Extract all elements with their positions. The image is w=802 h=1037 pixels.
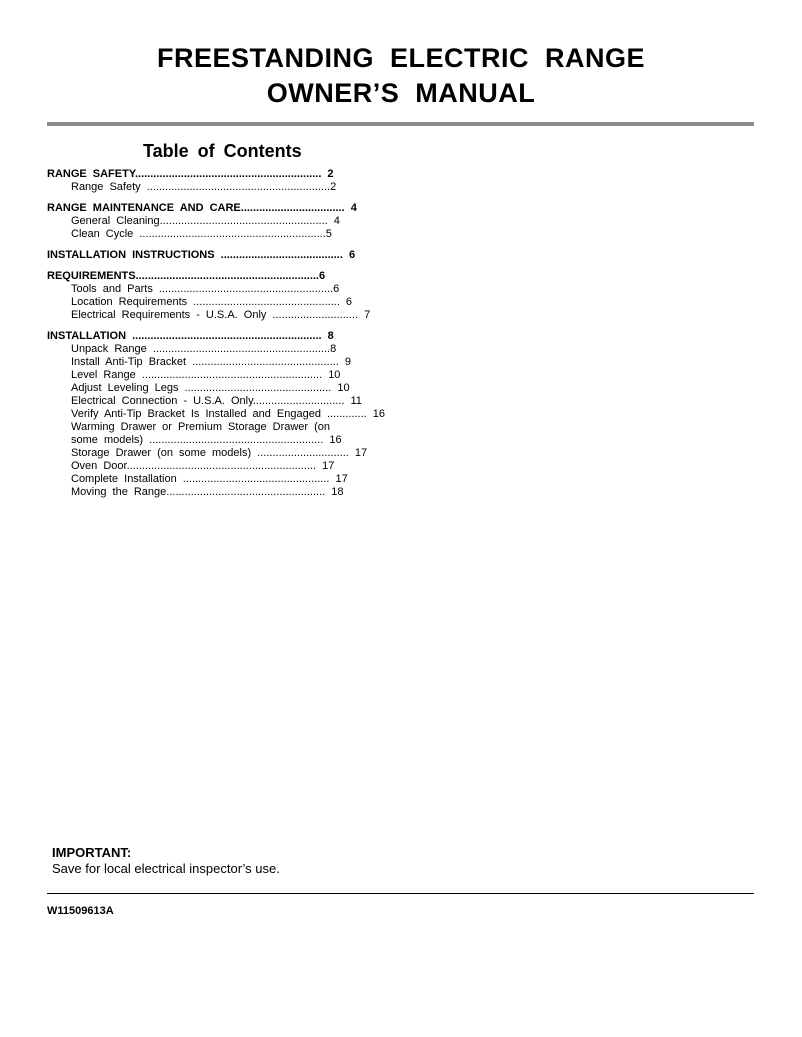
toc-item[interactable]: Location Requirements ................................................ 6 [71, 296, 353, 308]
important-notice [52, 845, 280, 877]
toc-section-title[interactable]: INSTALLATION .............................................................. 8 [47, 330, 334, 342]
toc-item[interactable]: Oven Door.............................................................. 17 [71, 460, 335, 472]
toc-section-title[interactable]: RANGE SAFETY............................................................. 2 [47, 168, 334, 180]
toc-item[interactable]: Adjust Leveling Legs ................................................ 10 [71, 382, 350, 394]
toc-item[interactable]: Clean Cycle .............................................................5 [71, 228, 332, 240]
toc-item[interactable]: Level Range ........................................................... 10 [71, 369, 341, 381]
table-of-contents [47, 168, 447, 507]
manual-title-line1: FREESTANDING ELECTRIC RANGE [156, 43, 645, 73]
toc-item[interactable]: Range Safety ............................................................2 [71, 181, 337, 193]
toc-section [47, 330, 447, 499]
toc-item[interactable]: Install Anti-Tip Bracket ................................................ 9 [71, 356, 351, 368]
footer-divider [47, 893, 754, 894]
toc-section [47, 168, 447, 194]
important-text: Save for local electrical inspector’s use. [52, 861, 280, 876]
header-divider [47, 122, 754, 126]
toc-item[interactable]: Electrical Requirements - U.S.A. Only ............................ 7 [71, 309, 371, 321]
toc-section [47, 202, 447, 241]
toc-heading: Table of Contents [143, 141, 302, 161]
document-number: W11509613A [47, 905, 114, 917]
toc-item[interactable]: Moving the Range.................................................... 18 [71, 486, 344, 498]
important-label: IMPORTANT: [52, 845, 132, 860]
toc-section-title[interactable]: REQUIREMENTS............................................................6 [47, 270, 326, 282]
toc-item[interactable]: Storage Drawer (on some models) .............................. 17 [71, 447, 368, 459]
toc-item[interactable]: Warming Drawer or Premium Storage Drawer (on [71, 421, 331, 433]
toc-item[interactable]: Verify Anti-Tip Bracket Is Installed and Engaged ............. 16 [71, 408, 386, 420]
toc-item[interactable]: Electrical Connection - U.S.A. Only.............................. 11 [71, 395, 362, 407]
toc-section-title[interactable]: RANGE MAINTENANCE AND CARE.................................. 4 [47, 202, 357, 214]
toc-item[interactable]: Unpack Range ..........................................................8 [71, 343, 337, 355]
toc-section-title[interactable]: INSTALLATION INSTRUCTIONS ........................................ 6 [47, 249, 356, 261]
toc-item[interactable]: some models) ......................................................... 16 [71, 434, 342, 446]
toc-item[interactable]: General Cleaning....................................................... 4 [71, 215, 340, 227]
toc-section [47, 249, 447, 262]
toc-item[interactable]: Tools and Parts .........................................................6 [71, 283, 340, 295]
manual-title-line2: OWNER’S MANUAL [266, 78, 536, 108]
toc-section [47, 270, 447, 322]
toc-item[interactable]: Complete Installation ................................................ 17 [71, 473, 348, 485]
